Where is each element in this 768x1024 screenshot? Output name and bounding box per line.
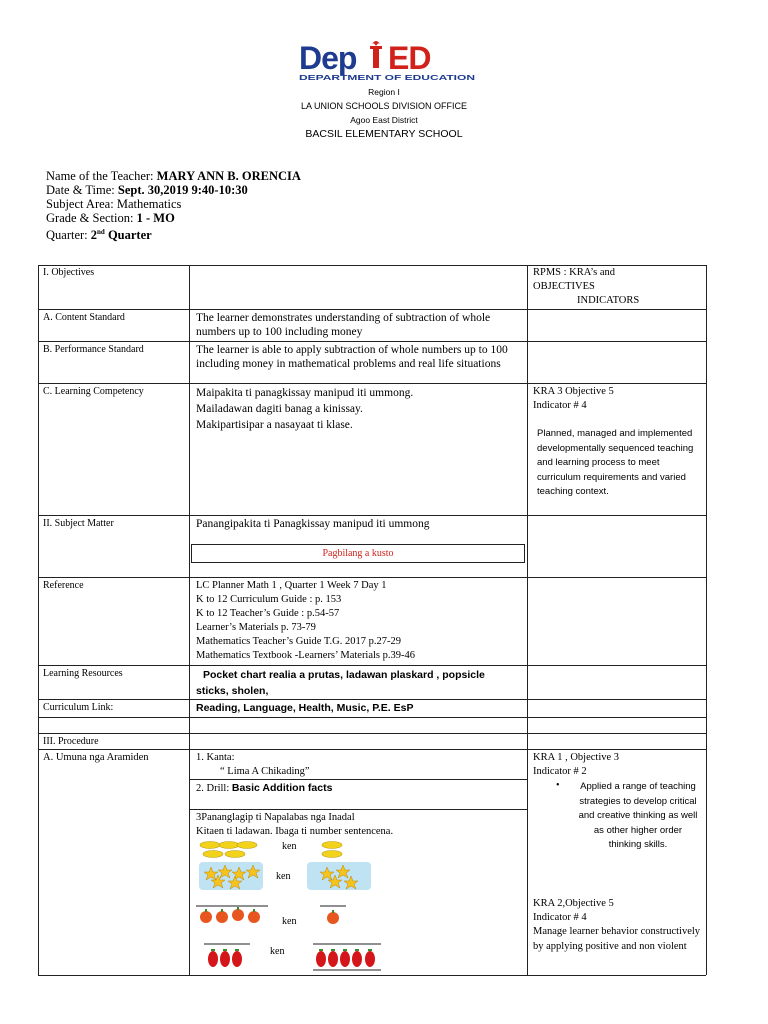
teacher-name: MARY ANN B. ORENCIA (156, 169, 301, 183)
reference-label: Reference (43, 580, 84, 591)
stars-group-2-icon (307, 862, 371, 890)
grade-line: Grade & Section: 1 - MO (46, 211, 175, 225)
learning-competency-text: Maipakita ti panagkissay manipud iti ummong. Mailadawan dagiti banag a kinissay. Makipartisipar a nasayaat ti klase. (196, 387, 414, 431)
curriculum-link-label: Curriculum Link: (43, 702, 114, 713)
svg-text:ED: ED (388, 40, 431, 76)
datetime-value: Sept. 30,2019 9:40-10:30 (117, 183, 248, 197)
drill-line: 2. Drill: Basic Addition facts (196, 782, 333, 794)
kanta-block: 1. Kanta: “ Lima A Chikading” (196, 752, 310, 777)
subject-value: Mathematics (116, 197, 182, 211)
learning-resources-label: Learning Resources (43, 668, 123, 679)
reference-list (196, 579, 524, 663)
subject-line: Subject Area: Mathematics (46, 197, 182, 211)
curriculum-link-text: Reading, Language, Health, Music, P.E. EsP (196, 702, 414, 714)
procedure-label: III. Procedure (43, 736, 99, 747)
reference-item: Learner’s Materials p. 73-79 (196, 622, 316, 633)
stars-group-1-icon (199, 862, 263, 890)
ken-label: ken (270, 946, 285, 957)
umuna-label: A. Umuna nga Aramiden (43, 752, 149, 763)
learning-competency-label: C. Learning Competency (43, 386, 144, 397)
kra1-objective: KRA 1 , Objective 3 Indicator # 2 (533, 752, 620, 777)
performance-standard-label: B. Performance Standard (43, 344, 144, 355)
bananas-group-2-icon (318, 840, 348, 862)
subject-matter-box: Pagbilang a kusto (191, 544, 525, 563)
kra3-description: Planned, managed and implemented developmentally sequenced teaching and learning process to meet curriculum requirements and varied teaching context. (537, 428, 694, 497)
logo-text: Dep (299, 40, 357, 76)
bullet-icon: • (556, 780, 560, 791)
teacher-line: Name of the Teacher: MARY ANN B. ORENCIA (46, 169, 301, 183)
reference-item: Mathematics Teacher’s Guide T.G. 2017 p.27-29 (196, 636, 401, 647)
torch-icon (370, 41, 382, 68)
reference-item: K to 12 Curriculum Guide : p. 153 (196, 594, 342, 605)
grade-value: 1 - MO (136, 211, 175, 225)
kra3-objective: KRA 3 Objective 5 Indicator # 4 Planned, managed and implemented developmentally sequenced teaching and learning process to meet curriculum requirements and varied teaching context. (533, 385, 703, 500)
deped-logo (296, 38, 480, 86)
divider-line (313, 968, 381, 972)
datetime-line: Date & Time: Sept. 30,2019 9:40-10:30 (46, 183, 248, 197)
drill-value: Basic Addition facts (231, 782, 333, 794)
quarter-line: Quarter: 2nd Quarter (46, 228, 152, 243)
ken-label: ken (276, 871, 291, 882)
region-label: Region I (368, 87, 400, 97)
district-label: Agoo East District (350, 115, 418, 125)
oranges-group-2-icon (318, 904, 348, 926)
review-block: 3Pananglagip ti Napalabas nga Inadal Kitaen ti ladawan. Ibaga ti number sentencena. (196, 812, 394, 837)
school-name: BACSIL ELEMENTARY SCHOOL (305, 128, 463, 140)
logo-subtext: DEPARTMENT OF EDUCATION (299, 73, 475, 82)
ken-label: ken (282, 841, 297, 852)
objectives-label: I. Objectives (43, 267, 95, 278)
subject-matter-label: II. Subject Matter (43, 518, 114, 529)
kra2-description: Manage learner behavior constructively by applying positive and non violent (533, 926, 701, 952)
performance-standard-text: The learner is able to apply subtraction of whole numbers up to 100 including money in mathematical problems and real life situations (196, 344, 508, 370)
learning-resources-text: Pocket chart realia a prutas, ladawan plaskard , popsicle sticks, sholen, (196, 669, 485, 697)
rpms-header: RPMS : KRA’s and OBJECTIVES INDICATORS (533, 267, 640, 306)
subject-matter-text: Panangipakita ti Panagkissay manipud iti ummong (196, 518, 430, 530)
ken-label: ken (282, 916, 297, 927)
reference-item: K to 12 Teacher’s Guide : p.54-57 (196, 608, 340, 619)
bananas-group-1-icon (199, 840, 259, 862)
kra2-objective: KRA 2,Objective 5 Indicator # 4 Manage learner behavior constructively by applying positive and non violent (533, 897, 703, 954)
reference-item: LC Planner Math 1 , Quarter 1 Week 7 Day 1 (196, 580, 387, 591)
strawberries-group-1-icon (204, 942, 250, 970)
content-standard-label: A. Content Standard (43, 312, 125, 323)
oranges-group-1-icon (196, 904, 268, 926)
kanta-title: “ Lima A Chikading” (220, 766, 310, 777)
kra1-description: Applied a range of teaching strategies to develop critical and creative thinking as well as other higher order thinking skills. (578, 781, 698, 850)
division-label: LA UNION SCHOOLS DIVISION OFFICE (300, 101, 468, 111)
strawberries-group-2-icon (313, 942, 381, 970)
reference-item: Mathematics Textbook -Learners’ Materials p.39-46 (196, 650, 416, 661)
content-standard-text: The learner demonstrates understanding of subtraction of whole numbers up to 100 including money (196, 312, 491, 338)
